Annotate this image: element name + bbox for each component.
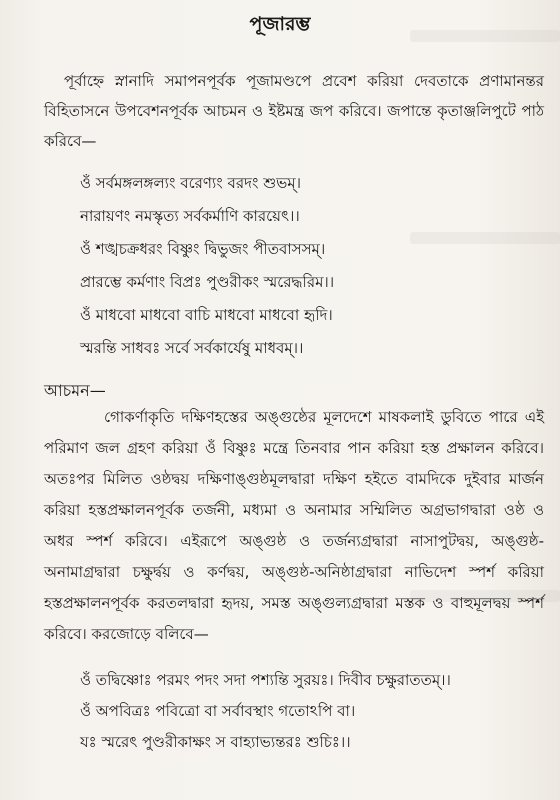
verse-line: ওঁ শঙ্খচক্রধরং বিষ্ণুং দ্বিভুজং পীতবাসসম্।: [80, 240, 326, 258]
verse-line: যঃ স্মরেৎ পুণ্ডরীকাক্ষং স বাহ্যাভ্যন্তরঃ শুচিঃ।।: [80, 733, 351, 751]
section-heading: আচমন—: [44, 381, 106, 400]
verse-line: নারায়ণং নমস্কৃত্য সর্বকর্মাণি কারয়েৎ।।: [80, 207, 300, 225]
page-title: পূজারম্ভ: [249, 13, 311, 35]
verse-line: ওঁ সর্বমঙ্গলঙ্গল্যং বরেণ্যং বরদং শুভম্।: [80, 174, 301, 192]
verse-line: প্রারম্ভে কর্মণাং বিপ্রঃ পুণ্ডরীকং স্মরেদ্ধরিম।।: [80, 273, 335, 291]
verse-line: ওঁ অপবিত্রঃ পবিত্রো বা সর্বাবস্থাং গতোঽপি বা।: [80, 702, 356, 720]
verse-line: ওঁ তদ্বিষ্ণোঃ পরমং পদং সদা পশ্যন্তি সুরয়ঃ। দিবীব চক্ষুরাততম্।।: [80, 671, 451, 689]
verse-line: স্মরন্তি সাধবঃ সর্বে সর্বকার্যেষু মাধবম্।।: [80, 339, 304, 357]
verse-block-2: [80, 665, 540, 758]
verse-block-1: [80, 167, 540, 365]
intro-paragraph: পূর্বাহ্নে স্নানাদি সমাপনপূর্বক পূজামণ্ডপে প্রবেশ করিয়া দেবতাকে প্রণামানন্তর বিহিতাসনে উপবেশনপূর্বক আচমন ও ইষ্টমন্ত্র জপ করিবে। জপান্তে কৃতাঞ্জলিপুটে পাঠ করিবে—: [44, 72, 544, 150]
achaman-paragraph: গোকর্ণাকৃতি দক্ষিণহস্তের অঙ্গুষ্ঠের মূলদেশে মাষকলাই ডুবিতে পারে এই পরিমাণ জল গ্রহণ করিয়া ওঁ বিষ্ণুঃ মন্ত্রে তিনবার পান করিয়া হস্ত প্রক্ষালন করিবে। অতঃপর মিলিত ওষ্ঠদ্বয় দক্ষিণাঙ্গুষ্ঠমূলদ্বারা দক্ষিণ হইতে বামদিকে দুইবার মার্জন করিয়া হস্তপ্রক্ষালনপূর্বক তর্জনী, মধ্যমা ও অনামার সম্মিলিত অগ্রভাগদ্বারা ওষ্ঠ ও অধর স্পর্শ করিবে। এইরূপে অঙ্গুষ্ঠ ও তর্জন্যগ্রদ্বারা নাসাপুটদ্বয়, অঙ্গুষ্ঠ-অনামাগ্রদ্বারা চক্ষুর্দ্বয় ও কর্ণদ্বয়, অঙ্গুষ্ঠ-অনিষ্ঠাগ্রদ্বারা নাভিদেশ স্পর্শ করিয়া হস্তপ্রক্ষালনপূর্বক করতলদ্বারা হৃদয়, সমস্ত অঙ্গুল্যগ্রদ্বারা মস্তক ও বাহুমূলদ্বয় স্পর্শ করিবে। করজোড়ে বলিবে—: [44, 408, 544, 643]
verse-line: ওঁ মাধবো মাধবো বাচি মাধবো মাধবো হৃদি।: [80, 306, 333, 324]
